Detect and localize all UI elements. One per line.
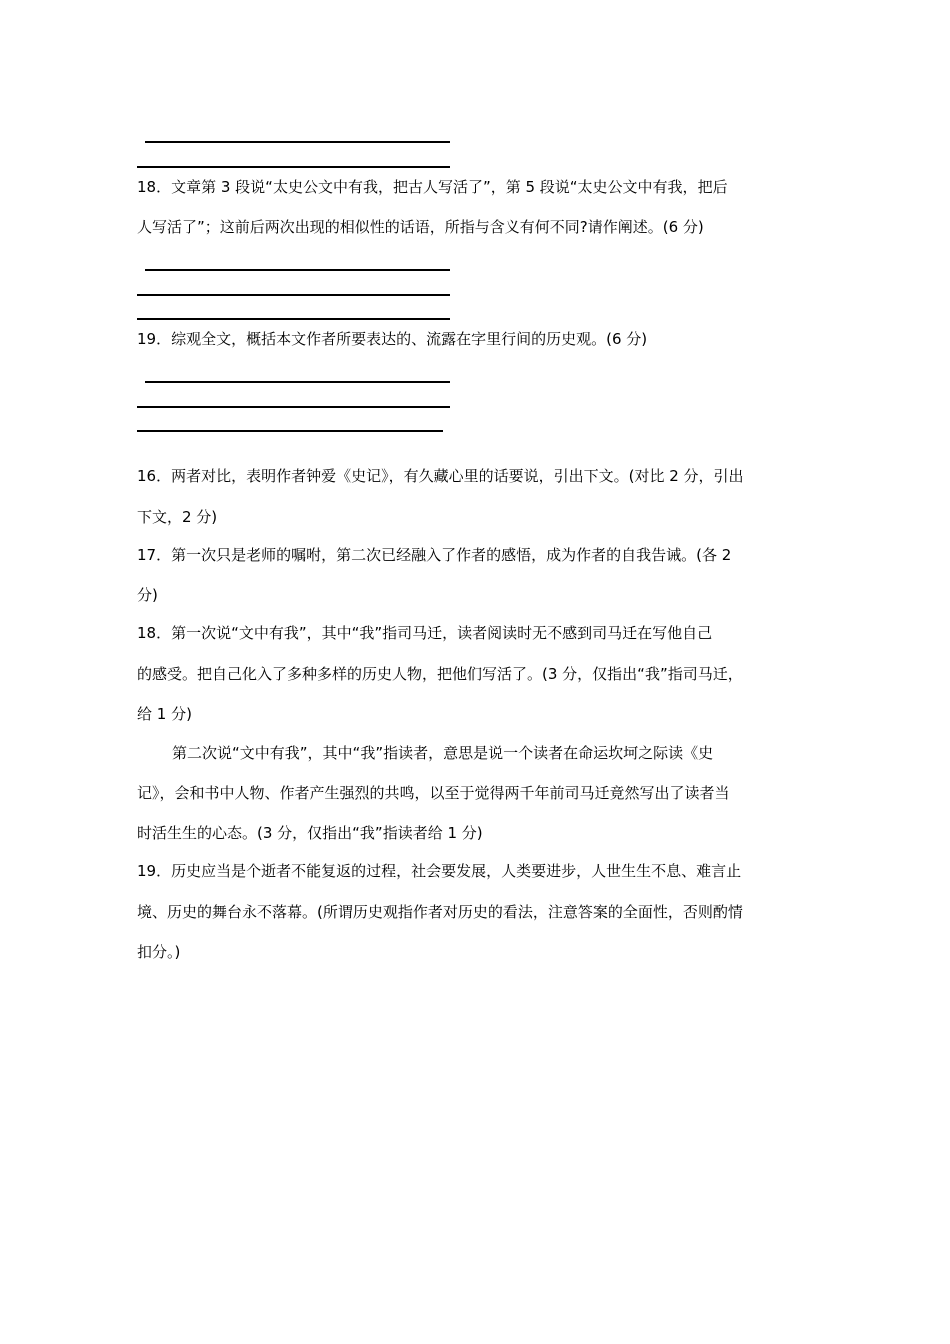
- answer-18-para2-line-1: 第二次说“文中有我”，其中“我”指读者，意思是说一个读者在命运坎坷之际读《史: [172, 744, 714, 762]
- answer-19-line-1: 19．历史应当是个逝者不能复返的过程，社会要发展，人类要进步，人世生生不息、难言止: [137, 862, 742, 880]
- answer-line: [137, 406, 450, 408]
- answer-line: [137, 430, 443, 432]
- question-19-line-1: 19．综观全文，概括本文作者所要表达的、流露在字里行间的历史观。(6 分): [137, 330, 648, 348]
- answer-line: [145, 269, 450, 271]
- answer-16-line-1: 16．两者对比，表明作者钟爱《史记》，有久藏心里的话要说，引出下文。(对比 2 分，引出: [137, 467, 744, 485]
- answer-19-line-3: 扣分。): [137, 943, 181, 961]
- answer-18-para2-line-3: 时活生生的心态。(3 分，仅指出“我”指读者给 1 分): [137, 824, 483, 842]
- answer-18-line-1: 18．第一次说“文中有我”，其中“我”指司马迁，读者阅读时无不感到司马迁在写他自己: [137, 624, 713, 642]
- answer-18-line-3: 给 1 分): [137, 705, 192, 723]
- answer-17-line-1: 17．第一次只是老师的嘱咐，第二次已经融入了作者的感悟，成为作者的自我告诫。(各 2: [137, 546, 732, 564]
- answer-line: [145, 381, 450, 383]
- answer-line: [145, 141, 450, 143]
- answer-line: [137, 294, 450, 296]
- answer-16-line-2: 下文，2 分): [137, 508, 218, 526]
- answer-18-line-2: 的感受。把自己化入了多种多样的历史人物，把他们写活了。(3 分，仅指出“我”指司马迁，: [137, 665, 743, 683]
- question-18-line-1: 18．文章第 3 段说“太史公文中有我，把古人写活了”，第 5 段说“太史公文中有我，把后: [137, 178, 728, 196]
- answer-line: [137, 166, 450, 168]
- answer-18-para2-line-2: 记》，会和书中人物、作者产生强烈的共鸣，以至于觉得两千年前司马迁竟然写出了读者当: [137, 784, 730, 802]
- question-18-line-2: 人写活了”；这前后两次出现的相似性的话语，所指与含义有何不同?请作阐述。(6 分): [137, 218, 704, 236]
- answer-line: [137, 318, 450, 320]
- answer-17-line-2: 分): [137, 586, 158, 604]
- answer-19-line-2: 境、历史的舞台永不落幕。(所谓历史观指作者对历史的看法，注意答案的全面性，否则酌情: [137, 903, 743, 921]
